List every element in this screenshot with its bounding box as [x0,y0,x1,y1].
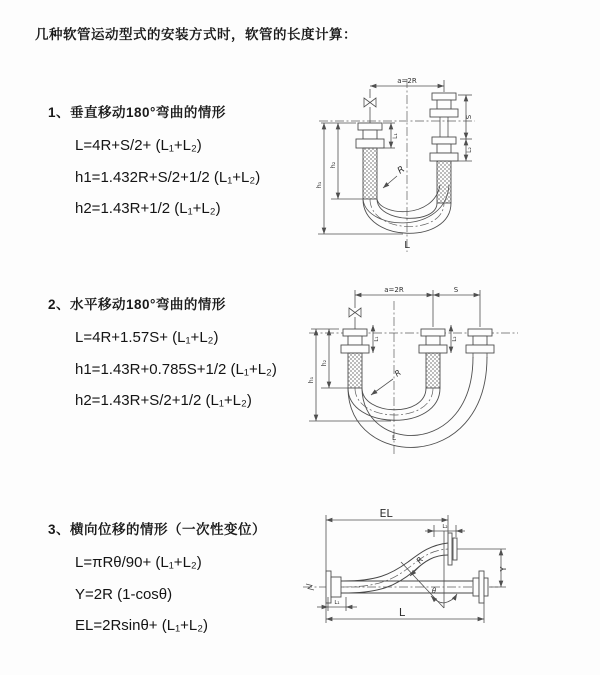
radius-callout [371,368,403,395]
dimension-l [326,603,484,623]
radius-callout [383,165,407,188]
dim-label-l2: L₂ [452,336,458,342]
formula-y: Y=2R (1-cosθ) [75,585,173,603]
dim-label-l2: L₂ [466,147,473,153]
dim-label-span: a=2R [384,286,404,294]
left-hose-braid [363,148,377,199]
dimension-l1 [317,597,357,611]
dimension-stroke-s [433,286,480,295]
dim-label-l1: L₁ [374,336,380,342]
right-flange [466,329,494,358]
centerlines [309,301,518,455]
dimension-span-2r [370,77,444,92]
dimension-stroke-s [458,95,473,139]
raised-flange [448,533,457,565]
formula-h2: h2=1.43R+S/2+1/2 (L₁+L₂) [75,392,252,409]
dimension-l2 [451,325,458,353]
formula-length: L=πRθ/90+ (L₁+L₂) [75,554,202,571]
valve-icon [364,89,376,123]
dim-label-span: a=2R [397,77,417,85]
dim-label-l1: L₁ [392,133,399,139]
dimension-l2 [425,524,465,537]
dim-label-y: Y [499,566,508,572]
dimension-h2 [321,123,363,199]
dim-label-length: L [404,240,410,251]
dim-label-stroke: S [453,286,459,294]
right-pipe-lower-flange [430,137,458,161]
left-flange [356,123,384,148]
centerlines [319,79,475,252]
section-1 [48,101,260,225]
hose-u-bend-curves [348,357,487,447]
page-title: 几种软管运动型式的安装方式时，软管的长度计算： [35,27,357,42]
dim-label-radius: R [414,555,426,566]
section-1-heading: 1、垂直移动180°弯曲的情形 [48,105,226,120]
section-3 [48,518,266,642]
hose-s-curve-displaced [343,543,448,593]
dimension-h2 [311,329,348,388]
right-inline-flange [473,571,488,603]
formula-h2: h2=1.43R+1/2 (L₁+L₂) [75,200,221,217]
dim-label-l2: L₂ [442,524,448,530]
formula-length: L=4R+1.57S+ (L₁+L₂) [75,329,219,346]
left-hose-braid [348,353,362,388]
right-pipe-upper-flange [430,93,458,137]
left-flange [341,329,369,353]
middle-flange [419,329,447,353]
dim-label-length: L [392,434,396,442]
right-hose-braid [437,161,451,203]
formula-h1: h1=1.43R+0.785S+1/2 (L₁+L₂) [75,360,277,378]
dim-label-h2: h₂ [321,359,328,367]
section-2-heading: 2、水平移动180°弯曲的情形 [48,297,226,312]
diagram-horizontal-180-bend [303,283,598,463]
formula-el: EL=2Rsinθ+ (L₁+L₂) [75,617,209,634]
diagram-lateral-displacement [298,505,598,665]
dimension-el [326,507,448,571]
dim-label-el: EL [379,507,393,520]
formula-length: L=4R+S/2+ (L₁+L₂) [75,137,202,154]
dimension-span-2r [355,286,480,327]
dim-label-h2: h₂ [329,161,337,169]
formula-h1: h1=1.432R+S/2+1/2 (L₁+L₂) [75,168,261,186]
middle-hose-braid [426,353,440,388]
dim-label-radius: R [392,368,403,379]
dim-label-l1: L₁ [334,600,340,606]
dim-label-stroke: S [465,114,473,120]
dim-label-radius: R [395,164,407,177]
valve-icon [349,290,361,329]
dim-label-theta: θ [431,587,437,595]
section-2 [48,293,277,417]
section-3-heading: 3、横向位移的情形（一次性变位） [48,522,267,537]
dimension-l1 [373,325,380,353]
dim-label-length: L [398,606,406,619]
diagram-vertical-180-bend [313,73,578,255]
dim-label-h1: h₁ [308,376,315,384]
dim-label-h1: h₁ [315,181,323,189]
